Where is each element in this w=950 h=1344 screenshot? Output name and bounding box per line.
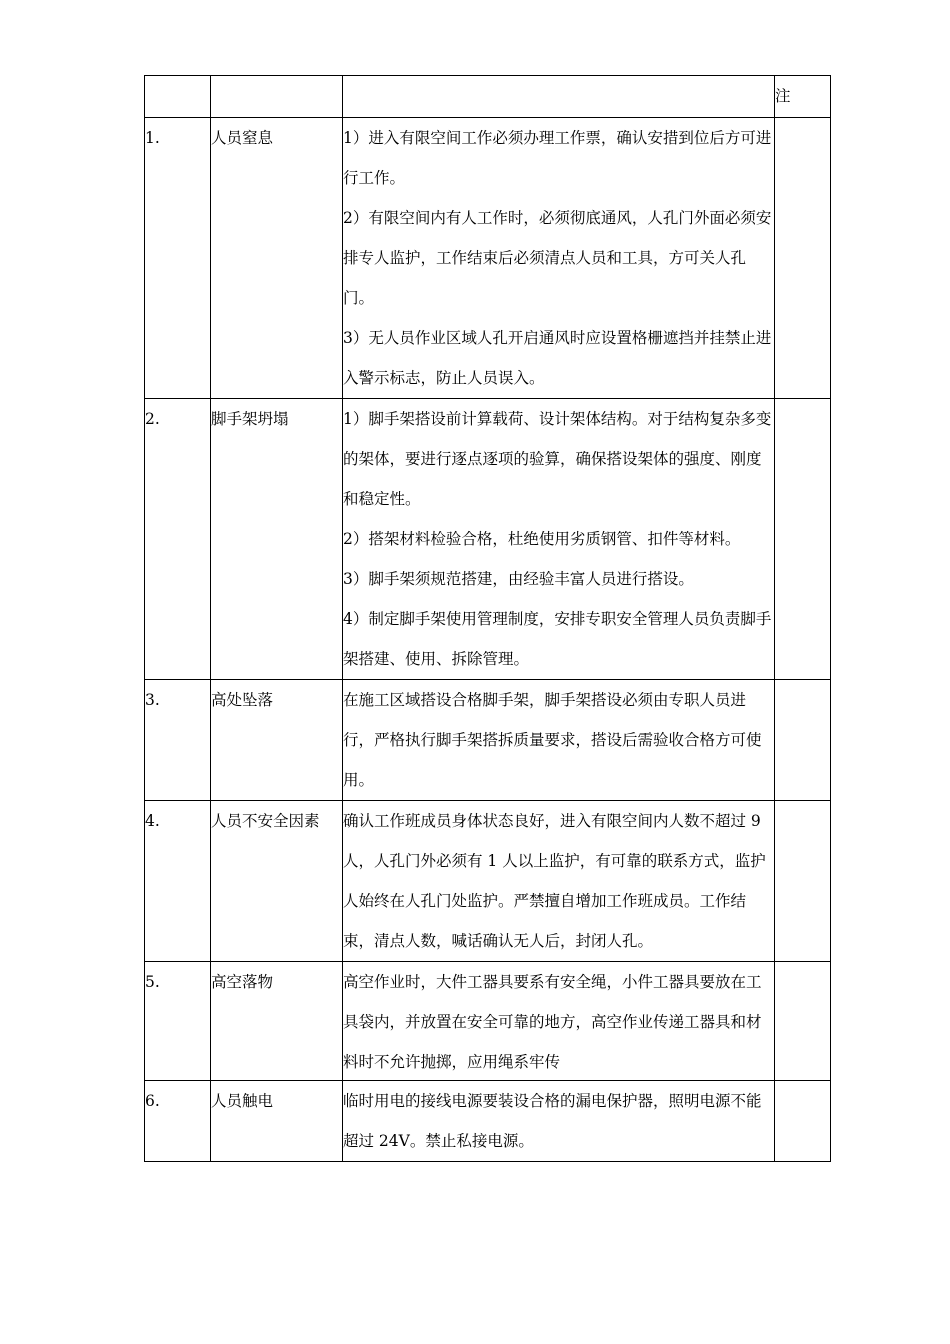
hazard-name: 人员不安全因素 <box>211 801 343 962</box>
measure-cell <box>343 399 775 680</box>
hazard-name: 人员触电 <box>211 1081 343 1162</box>
hazard-name: 高处坠落 <box>211 680 343 801</box>
note-cell <box>775 1081 831 1162</box>
row-number: 5. <box>145 962 211 1081</box>
hazard-name: 人员窒息 <box>211 118 343 399</box>
table-row <box>145 1081 831 1162</box>
row-number: 2. <box>145 399 211 680</box>
note-cell <box>775 801 831 962</box>
table-header-row <box>145 76 831 118</box>
measure-paragraph: 临时用电的接线电源要装设合格的漏电保护器，照明电源不能超过 24V。禁止私接电源。 <box>343 1092 762 1150</box>
note-cell <box>775 680 831 801</box>
measure-cell <box>343 1081 775 1162</box>
measure-clip <box>343 962 774 1080</box>
measure-cell <box>343 962 775 1081</box>
measure-paragraph: 2）搭架材料检验合格，杜绝使用劣质钢管、扣件等材料。 <box>343 530 741 548</box>
note-cell <box>775 118 831 399</box>
risk-measures-table <box>144 75 831 1162</box>
measure-cell <box>343 801 775 962</box>
header-measure-cell <box>343 76 775 118</box>
table-row <box>145 680 831 801</box>
measure-paragraph: 高空作业时，大件工器具要系有安全绳，小件工器具要放在工具袋内，并放置在安全可靠的地方，高空作业传递工器具和材料时不允许抛掷，应用绳系牢传 <box>343 973 762 1071</box>
measure-paragraph: 在施工区域搭设合格脚手架，脚手架搭设必须由专职人员进行，严格执行脚手架搭拆质量要求，搭设后需验收合格方可使用。 <box>343 691 762 789</box>
measure-cell <box>343 118 775 399</box>
hazard-name: 高空落物 <box>211 962 343 1081</box>
measure-cell <box>343 680 775 801</box>
table-row <box>145 962 831 1081</box>
table-row <box>145 801 831 962</box>
table-row <box>145 118 831 399</box>
measure-paragraph: 3）无人员作业区域人孔开启通风时应设置格栅遮挡并挂禁止进入警示标志，防止人员误入。 <box>343 329 772 387</box>
hazard-name: 脚手架坍塌 <box>211 399 343 680</box>
measure-paragraph: 1）脚手架搭设前计算载荷、设计架体结构。对于结构复杂多变的架体，要进行逐点逐项的验算，确保搭设架体的强度、刚度和稳定性。 <box>343 410 772 508</box>
row-number: 1. <box>145 118 211 399</box>
row-number: 3. <box>145 680 211 801</box>
header-no-cell <box>145 76 211 118</box>
measure-paragraph: 2）有限空间内有人工作时，必须彻底通风，人孔门外面必须安排专人监护，工作结束后必须清点人员和工具，方可关人孔门。 <box>343 209 772 307</box>
note-cell <box>775 962 831 1081</box>
header-hazard-cell <box>211 76 343 118</box>
header-note-cell: 注 <box>775 76 831 118</box>
measure-paragraph: 3）脚手架须规范搭建，由经验丰富人员进行搭设。 <box>343 570 694 588</box>
row-number: 4. <box>145 801 211 962</box>
measure-paragraph: 4）制定脚手架使用管理制度，安排专职安全管理人员负责脚手架搭建、使用、拆除管理。 <box>343 610 772 668</box>
note-cell <box>775 399 831 680</box>
measure-paragraph: 确认工作班成员身体状态良好，进入有限空间内人数不超过 9 人，人孔门外必须有 1 人以上监护，有可靠的联系方式，监护人始终在人孔门处监护。严禁擅自增加工作班成员。工作结束，清点人数，喊话确认无人后，封闭人孔。 <box>343 812 766 950</box>
measure-paragraph: 1）进入有限空间工作必须办理工作票，确认安措到位后方可进行工作。 <box>343 129 772 187</box>
row-number: 6. <box>145 1081 211 1162</box>
table-row <box>145 399 831 680</box>
